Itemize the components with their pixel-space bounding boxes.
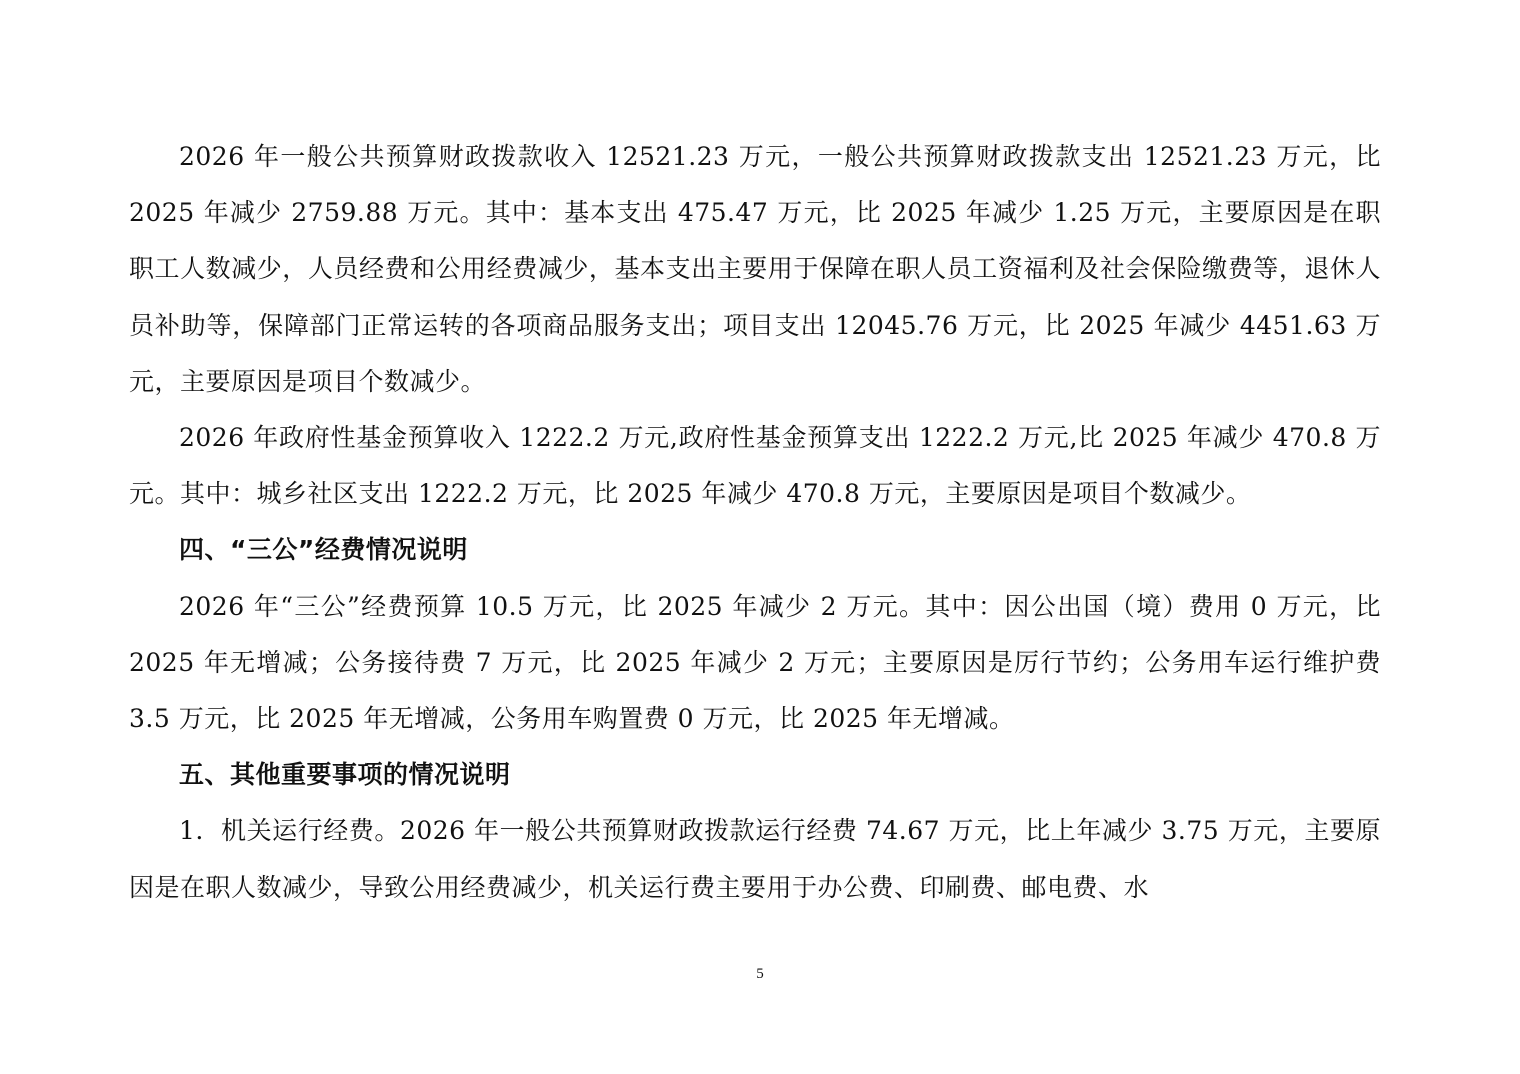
- paragraph-general-budget: 2026 年一般公共预算财政拨款收入 12521.23 万元，一般公共预算财政拨款支出 12521.23 万元，比 2025 年减少 2759.88 万元。其中：基本支出 475.47 万元，比 2025 年减少 1.25 万元，主要原因是在职职工人数减少，人员经费和公用经费减少，基本支出主要用于保障在职人员工资福利及社会保险缴费等，退休人员补助等，保障部门正常运转的各项商品服务支出；项目支出 12045.76 万元，比 2025 年减少 4451.63 万元，主要原因是项目个数减少。: [129, 142, 1381, 396]
- document-body: [129, 129, 1381, 916]
- paragraph-government-fund: 2026 年政府性基金预算收入 1222.2 万元,政府性基金预算支出 1222.2 万元,比 2025 年减少 470.8 万元。其中：城乡社区支出 1222.2 万元，比 2025 年减少 470.8 万元，主要原因是项目个数减少。: [129, 423, 1381, 509]
- page-number: 5: [756, 966, 764, 982]
- section-heading-three-public-expenses: 四、“三公”经费情况说明: [179, 535, 468, 565]
- section-heading-other-matters: 五、其他重要事项的情况说明: [179, 760, 511, 790]
- paragraph-agency-operating-funds: 1．机关运行经费。2026 年一般公共预算财政拨款运行经费 74.67 万元，比上年减少 3.75 万元，主要原因是在职人数减少，导致公用经费减少，机关运行费主要用于办公费、印刷费、邮电费、水: [129, 816, 1381, 902]
- paragraph-three-public-expenses: 2026 年“三公”经费预算 10.5 万元，比 2025 年减少 2 万元。其中：因公出国（境）费用 0 万元，比 2025 年无增减；公务接待费 7 万元，比 2025 年减少 2 万元；主要原因是厉行节约；公务用车运行维护费 3.5 万元，比 2025 年无增减，公务用车购置费 0 万元，比 2025 年无增减。: [129, 591, 1381, 734]
